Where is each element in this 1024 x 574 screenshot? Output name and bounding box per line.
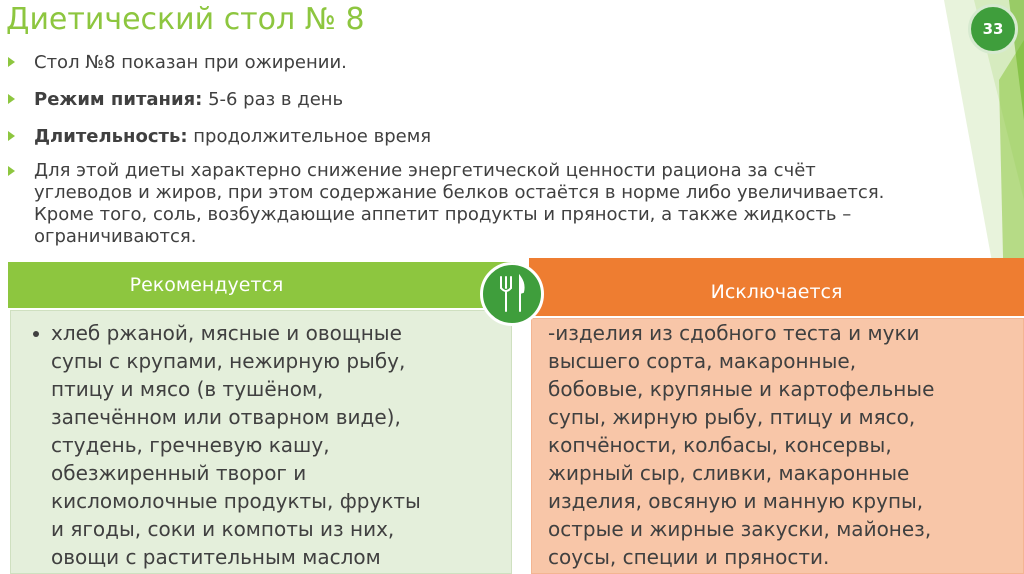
slide-title: Диетический стол № 8 (6, 2, 365, 37)
description-text: Для этой диеты характерно снижение энергетической ценности рациона за счёт углеводов и жиров, при этом содержание белков остаётся в норме либо увеличивается. Кроме того, соль, возбуждающие аппетит продукты и пряности, а также жидкость – ограничиваются. (34, 160, 885, 247)
triangle-bullet-icon (8, 94, 15, 104)
bullet-dot-icon (33, 331, 39, 337)
page-number: 33 (982, 20, 1004, 38)
recommended-header-label: Рекомендуется (129, 274, 284, 296)
triangle-bullet-icon (8, 131, 15, 141)
cutlery-badge (480, 262, 544, 326)
excluded-header (529, 258, 1024, 316)
bullet-bold: Режим питания: (34, 89, 203, 110)
triangle-bullet-icon (8, 166, 15, 176)
excluded-list: -изделия из сдобного теста и муки высшего сорта, макаронные, бобовые, крупяные и картофельные супы, жирную рыбу, птицу и мясо, копчёности, колбасы, консервы, жирный сыр, сливки, макаронные изделия, овсяную и манную крупы, острые и жирные закуски, майонез, соусы, специи и пряности. (548, 321, 935, 569)
bullet-bold: Длительность: (34, 126, 188, 147)
excluded-header-label: Исключается (710, 281, 843, 303)
bullet-text: продолжительное время (187, 126, 432, 147)
recommended-header (8, 262, 515, 308)
bullet-text: 5-6 раз в день (202, 89, 344, 110)
fork-knife-icon (495, 274, 529, 314)
bullet-text: Стол №8 показан при ожирении. (34, 52, 347, 73)
triangle-bullet-icon (8, 57, 15, 67)
page-number-badge (968, 4, 1018, 54)
recommended-panel (10, 310, 512, 574)
recommended-list: хлеб ржаной, мясные и овощные супы с крупами, нежирную рыбу, птицу и мясо (в тушёном, запечённом или отварном виде), студень, гречневую кашу, обезжиренный творог и кисломолочные продукты, фрукты и ягоды, соки и компоты из них, овощи с растительным маслом (51, 321, 421, 569)
excluded-panel (531, 318, 1024, 574)
